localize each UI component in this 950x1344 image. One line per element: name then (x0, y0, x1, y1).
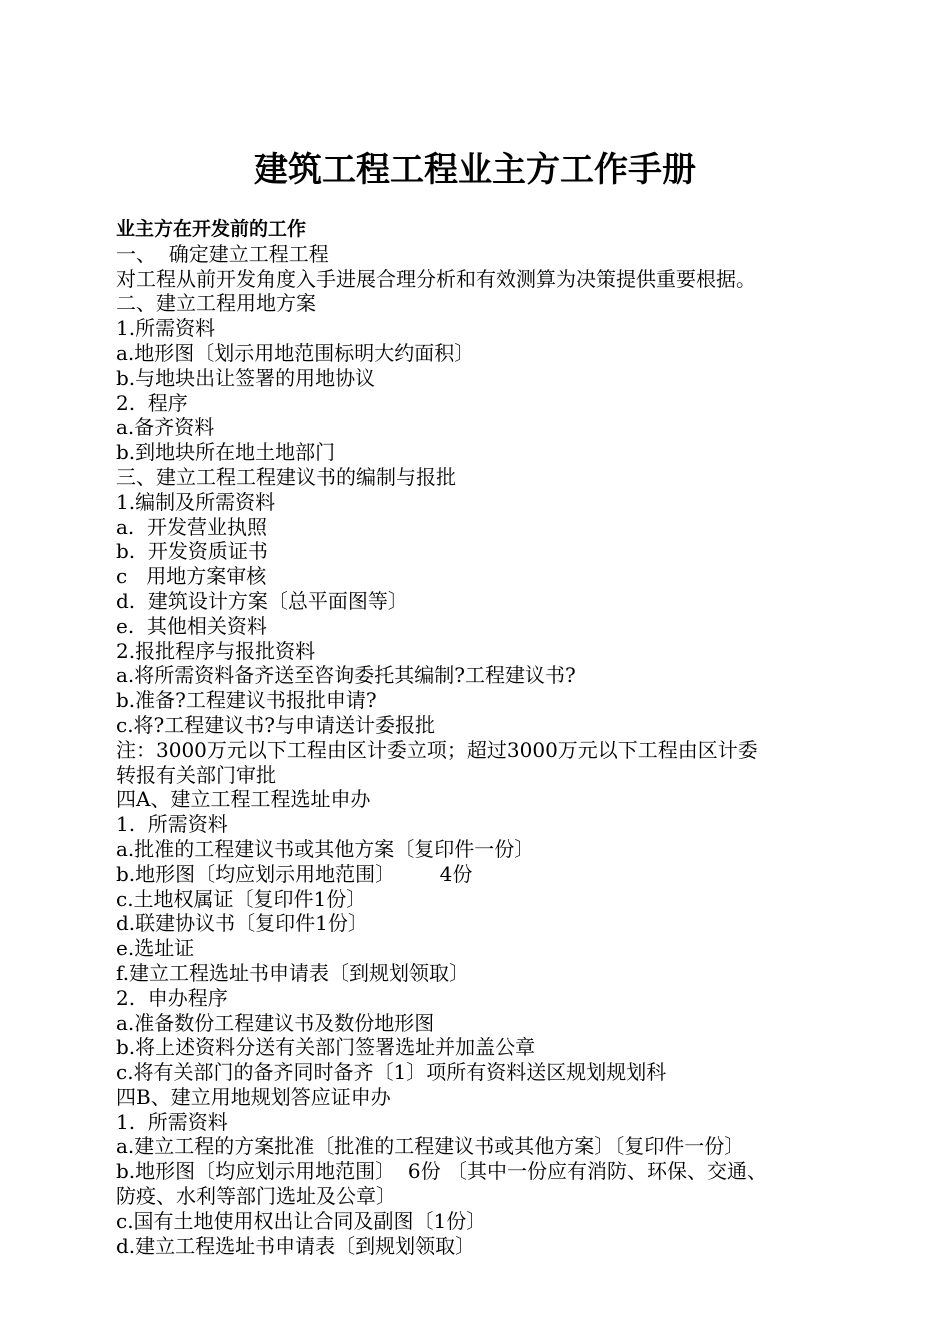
text-line: a.准备数份工程建议书及数份地形图 (116, 1010, 435, 1035)
text-line: c.将有关部门的备齐同时备齐〔1〕项所有资料送区规划规划科 (116, 1060, 667, 1085)
text-line: c.国有土地使用权出让合同及副图〔1份〕 (116, 1208, 487, 1233)
text-line: c 用地方案审核 (116, 564, 267, 589)
text-line: b.地形图〔均应划示用地范围〕 4份 (116, 861, 473, 886)
text-line: a.批准的工程建议书或其他方案〔复印件一份〕 (116, 836, 535, 861)
text-line: d. 建筑设计方案〔总平面图等〕 (116, 588, 408, 613)
text-line: e. 其他相关资料 (116, 613, 267, 638)
document-body (116, 217, 836, 1258)
text-line: 三、建立工程工程建议书的编制与报批 (116, 464, 456, 489)
text-line: 2. 程序 (116, 390, 188, 415)
text-line: 转报有关部门审批 (116, 762, 276, 787)
document-title: 建筑工程工程业主方工作手册 (254, 150, 696, 190)
text-line: f.建立工程选址书申请表〔到规划领取〕 (116, 960, 470, 985)
text-line: 二、建立工程用地方案 (116, 291, 316, 316)
text-line: a.备齐资料 (116, 415, 215, 440)
text-line: c.土地权属证〔复印件1份〕 (116, 886, 367, 911)
text-line: b.地形图〔均应划示用地范围〕 6份 〔其中一份应有消防、环保、交通、 (116, 1159, 767, 1184)
text-line: b.与地块出让签署的用地协议 (116, 365, 376, 390)
text-line: b.准备?工程建议书报批申请? (116, 688, 377, 713)
text-line: 注：3000万元以下工程由区计委立项；超过3000万元以下工程由区计委 (116, 737, 758, 762)
text-line: 1.所需资料 (116, 316, 216, 341)
text-line: a. 开发营业执照 (116, 514, 267, 539)
text-line: e.选址证 (116, 936, 195, 961)
text-line: a.建立工程的方案批准〔批准的工程建议书或其他方案〕〔复印件一份〕 (116, 1134, 745, 1159)
text-line: a.地形图〔划示用地范围标明大约面积〕 (116, 340, 475, 365)
text-line: b.到地块所在地土地部门 (116, 440, 336, 465)
text-line: 1.编制及所需资料 (116, 489, 276, 514)
text-line: 1. 所需资料 (116, 1109, 228, 1134)
text-line: 一、 确定建立工程工程 (116, 241, 329, 266)
section-heading: 业主方在开发前的工作 (116, 218, 307, 240)
text-line: 2. 申办程序 (116, 985, 228, 1010)
text-line: d.联建协议书〔复印件1份〕 (116, 911, 368, 936)
text-line: 2.报批程序与报批资料 (116, 638, 316, 663)
text-line: d.建立工程选址书申请表〔到规划领取〕 (116, 1233, 476, 1258)
text-line: b.将上述资料分送有关部门签署选址并加盖公章 (116, 1035, 536, 1060)
text-line: 1. 所需资料 (116, 812, 228, 837)
text-line: c.将?工程建议书?与申请送计委报批 (116, 712, 436, 737)
text-line: a.将所需资料备齐送至咨询委托其编制?工程建议书? (116, 663, 576, 688)
text-line: 对工程从前开发角度入手进展合理分析和有效测算为决策提供重要根据。 (116, 266, 756, 291)
text-line: b. 开发资质证书 (116, 539, 268, 564)
text-line: 防疫、水利等部门选址及公章〕 (116, 1184, 396, 1209)
text-line: 四B、建立用地规划答应证申办 (116, 1084, 391, 1109)
text-line: 四A、建立工程工程选址申办 (116, 787, 371, 812)
